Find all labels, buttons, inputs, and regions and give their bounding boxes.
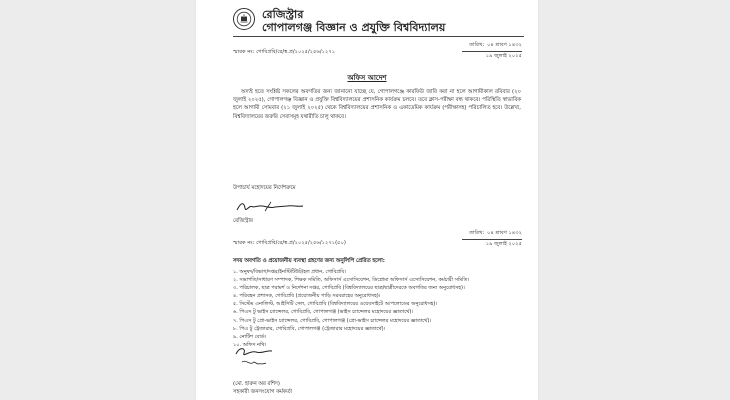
copy-intro: সদয় অবগতি ও প্রয়োজনীয় ব্যবস্থা গ্রহণের জন্য অনুলিপি প্রেরিত হলো: xyxy=(233,258,385,264)
list-item: ৯. নোটিশ বোর্ড। xyxy=(233,333,267,340)
date-bangla: ০৪ শ্রাবণ ১৪৩২ xyxy=(487,230,522,236)
list-item: ৫. সিস্টেম এনালিস্ট, আইসিটি সেল, গোবিপ্রবি (বিশ্ববিদ্যালয়ের ওয়েবসাইটে আপলোডের অনুরোধসহ)। xyxy=(233,301,438,308)
list-item: ২. সভাপতি/সাধারণ সম্পাদক, শিক্ষক সমিতি, অফিসার্স এসোসিয়েশন, ডিপ্লোমা অফিসার্স এসোসিয়েশন, কর্মচারী সমিতি। xyxy=(233,277,470,284)
list-item: ৩. পরিচালক, ছাত্র পরামর্শ ও নির্দেশনা দপ্তর, গোবিপ্রবি (বিশ্ববিদ্যালয়ের ছাত্র/ছাত্রীদেরকে অবগতির জন্য অনুরোধসহ)। xyxy=(233,285,465,292)
signatory-designation: সহকারী জনসংযোগ কর্মকর্তা xyxy=(233,389,293,395)
order-body xyxy=(233,88,521,121)
order-by-line: উপাচার্য মহোদয়ের নির্দেশক্রমে xyxy=(233,185,296,191)
university-name: গোপালগঞ্জ বিজ্ঞান ও প্রযুক্তি বিশ্ববিদ্যালয় xyxy=(262,21,446,34)
list-item: ৮. পিএ টু ট্রেজারার, গোবিপ্রবি, গোপালগঞ্জ (ট্রেজারার মহোদয়ের জ্ঞাতার্থে)। xyxy=(233,325,386,332)
list-item: ৪. পরিবহন প্রশাসক, গোবিপ্রবি (প্রয়োজনীয় গাড়ি সরবরাহের অনুরোধসহ)। xyxy=(233,293,381,300)
date-english: ১৯ জুলাই ২০২৫ xyxy=(485,53,522,59)
list-item: ১০. অফিস নথি। xyxy=(233,341,267,348)
date-divider xyxy=(462,239,522,240)
list-item: ১. অনুষদ/বিভাগ/দপ্তর/ইনস্টিটিউট/হল প্রধান, গোবিপ্রবি। xyxy=(233,269,347,275)
date-divider xyxy=(462,51,522,52)
signatory-name: (মো. হারুন অর রশিদ) xyxy=(233,381,280,387)
registrar-signature xyxy=(235,198,305,216)
list-item: ৬. পিএস টু ভাইস চ্যান্সেলর, গোবিপ্রবি, গোপালগঞ্জ (ভাইস চ্যান্সেলর মহোদয়ের জ্ঞাতার্থে)। xyxy=(233,309,414,316)
copy-recipient-list xyxy=(233,268,469,349)
signatory-block xyxy=(233,380,292,396)
office-order-document xyxy=(196,0,538,400)
registrar-label: রেজিস্ট্রার xyxy=(233,218,253,224)
university-logo-icon xyxy=(233,8,255,30)
registrar-heading: রেজিস্ট্রার xyxy=(262,8,304,21)
date-label: তারিখ: xyxy=(469,230,485,236)
memo-reference: স্মারক নং: গোবিপ্রবি/রে/স্ব.প্র/২০২৫/২৫৬/১২৭১ xyxy=(233,49,336,55)
copy-memo-reference: স্মারক নং: গোবিপ্রবি/রে/স্ব.প্র/২০২৫/২৫৬/১২৭১(৫০) xyxy=(233,240,346,246)
header-divider xyxy=(233,36,524,37)
copy-memo-date xyxy=(462,230,522,249)
date-bangla: ০৪ শ্রাবণ ১৪৩২ xyxy=(487,42,522,48)
date-label: তারিখ: xyxy=(469,42,485,48)
list-item: ৭. পিএস টু প্রো-ভাইস চ্যান্সেলর, গোবিপ্রবি, গোপালগঞ্জ (প্রো-ভাইস চ্যান্সেলর মহোদয়ের জ্ঞাতার্থে)। xyxy=(233,317,432,324)
date-english: ১৯ জুলাই ২০২৫ xyxy=(485,241,522,247)
memo-date xyxy=(462,42,522,61)
document-title: অফিস আদেশ xyxy=(347,74,387,82)
officer-signature xyxy=(232,344,277,372)
order-paragraph: অদ্যই হতে সংশ্লিষ্ট সকলের অবগতির জন্য জানানো যাচ্ছে যে, গোপালগঞ্জে কারফিউ জারি করা না হলে আগামীকাল রবিবার (২০ জুলাই ২০২৫), গোপালগঞ্জ বিজ্ঞান ও প্রযুক্তি বিশ্ববিদ্যালয়ের প্রশাসনিক কার্যক্রম চলবে। তবে ক্লাস-পরীক্ষা বন্ধ থাকবে। পরিস্থিতি স্বাভাবিক হলে আগামী সোমবার (২১ জুলাই ২০২৫) থেকে বিশ্ববিদ্যালয়ের প্রশাসনিক ও একাডেমিক কার্যক্রম (পরীক্ষাসহ) পরিচালিত হবে। উল্লেখ্য, বিশ্ববিদ্যালয়ের জরুরি সেবাসমূহ যথারীতি চালু থাকবে। xyxy=(233,89,521,120)
